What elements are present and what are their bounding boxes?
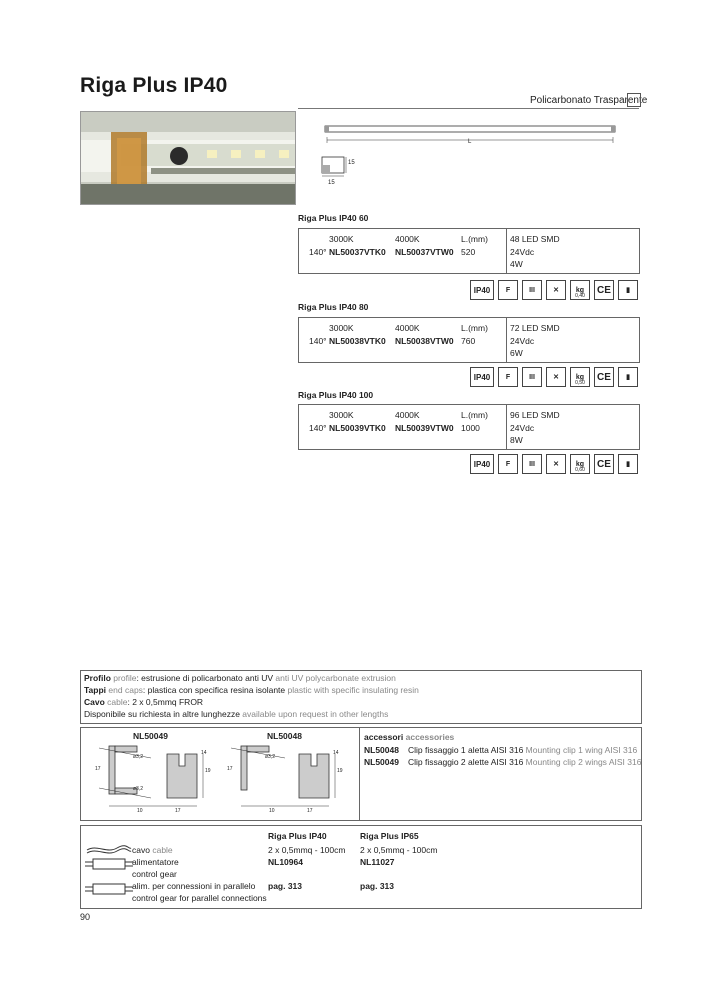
class-iii-icon [522, 280, 542, 300]
accessory-desc: Clip fissaggio 1 aletta AISI 316 Mounting clip 1 wing AISI 316 [408, 745, 638, 755]
spec-voltage: 24Vdc [510, 247, 535, 257]
section-label-60: Riga Plus IP40 60 [298, 213, 369, 223]
dim-hole-3: ø3,2 [265, 754, 276, 760]
spec-power: 4W [510, 259, 523, 269]
material-info-box [80, 670, 642, 724]
control-gear-icon [85, 857, 133, 871]
row-parallel-ip65: pag. 313 [360, 881, 395, 891]
col-length: L.(mm) [461, 323, 488, 333]
dim-17-d: 17 [227, 766, 233, 772]
table-divider [506, 405, 507, 449]
cert-icons-100 [470, 454, 638, 474]
col-head-ip40: Riga Plus IP40 [268, 831, 327, 841]
page-title: Riga Plus IP40 [80, 74, 228, 97]
led-strip-icon: ▮ [618, 454, 638, 474]
led-strip-icon: ▮ [618, 367, 638, 387]
dim-19-b: 19 [337, 768, 343, 774]
row-gear-label: alimentatore [132, 857, 179, 867]
info-line-lengths: Disponibile su richiesta in altre lunghezze available upon request in other lengths [84, 709, 389, 719]
table-divider [506, 229, 507, 273]
length-value: 520 [461, 247, 476, 257]
accessories-divider [359, 728, 360, 820]
spec-led: 72 LED SMD [510, 323, 560, 333]
code-3000k: NL50039VTK0 [329, 423, 386, 433]
beam-angle: 140° [309, 423, 327, 433]
cable-icon [85, 842, 133, 856]
f-mark-label: F [505, 286, 511, 294]
header-rule [298, 108, 639, 109]
code-4000k: NL50038VTW0 [395, 336, 454, 346]
weight-icon: kg 0,60 [570, 454, 590, 474]
weight-icon: kg 0,40 [570, 280, 590, 300]
spec-voltage: 24Vdc [510, 423, 535, 433]
col-3000k: 3000K [329, 410, 354, 420]
f-mark-label: F [505, 460, 511, 468]
weight-icon: kg 0,50 [570, 367, 590, 387]
col-length: L.(mm) [461, 234, 488, 244]
ip40-icon: IP40 [470, 280, 494, 300]
cert-icons-80 [470, 367, 638, 387]
dim-width-label: 15 [328, 180, 335, 186]
row-parallel-label: alim. per connessioni in parallelo [132, 881, 256, 891]
cert-icons-60 [470, 280, 638, 300]
col-3000k: 3000K [329, 234, 354, 244]
dim-14-b: 14 [333, 750, 339, 756]
class-iii-label: III [529, 460, 535, 468]
col-4000k: 4000K [395, 410, 420, 420]
dim-17-a: 17 [95, 766, 101, 772]
col-4000k: 4000K [395, 323, 420, 333]
section-label-80: Riga Plus IP40 80 [298, 302, 369, 312]
spec-table-60 [298, 228, 640, 274]
profile-drawing [298, 110, 639, 202]
col-4000k: 4000K [395, 234, 420, 244]
row-cable-ip65: 2 x 0,5mmq - 100cm [360, 845, 438, 855]
spec-table-100 [298, 404, 640, 450]
dim-17-c: 17 [307, 808, 313, 814]
components-box [80, 825, 642, 909]
page-number: 90 [80, 912, 91, 922]
dim-hole-1: ø3,2 [133, 754, 144, 760]
product-photo [80, 111, 296, 205]
ce-mark-icon: CE [594, 280, 614, 300]
weee-bin-icon: ✕ [546, 280, 566, 300]
dim-hole-2: ø3,2 [133, 786, 144, 792]
accessories-box [80, 727, 642, 821]
row-cable-label: cavo cable [132, 845, 173, 855]
accessory-desc: Clip fissaggio 2 alette AISI 316 Mounting clip 2 wings AISI 316 [408, 757, 642, 767]
accessories-heading: accessori accessories [364, 732, 455, 742]
drawing-label-nl50049: NL50049 [133, 731, 168, 741]
spec-table-80 [298, 317, 640, 363]
info-line-profile: Profilo profile: estrusione di policarbonato anti UV anti UV polycarbonate extrusion [84, 673, 396, 683]
code-3000k: NL50037VTK0 [329, 247, 386, 257]
spec-voltage: 24Vdc [510, 336, 535, 346]
f-mark-label: F [505, 373, 511, 381]
ce-mark-icon: CE [594, 454, 614, 474]
ce-mark-icon: CE [594, 367, 614, 387]
class-iii-label: III [529, 373, 535, 381]
beam-angle: 140° [309, 247, 327, 257]
row-gear-ip65: NL11027 [360, 857, 395, 867]
dim-length-label: L [468, 139, 472, 145]
info-line-endcaps: Tappi end caps: plastica con specifica resina isolante plastic with specific insulating resin [84, 685, 419, 695]
row-gear-ip40: NL10964 [268, 857, 303, 867]
col-3000k: 3000K [329, 323, 354, 333]
accessory-code: NL50049 [364, 757, 399, 767]
class-iii-icon [522, 454, 542, 474]
led-strip-icon: ▮ [618, 280, 638, 300]
weee-bin-icon: ✕ [546, 454, 566, 474]
clip-drawings [81, 740, 359, 820]
beam-angle: 140° [309, 336, 327, 346]
row-parallel-ip40: pag. 313 [268, 881, 303, 891]
dim-14-a: 14 [201, 750, 207, 756]
class-iii-icon [522, 367, 542, 387]
col-length: L.(mm) [461, 410, 488, 420]
class-iii-label: III [529, 286, 535, 294]
material-label: Policarbonato Trasparente [530, 95, 648, 106]
col-head-ip65: Riga Plus IP65 [360, 831, 419, 841]
length-value: 760 [461, 336, 476, 346]
spec-led: 96 LED SMD [510, 410, 560, 420]
weight-value: 0,40 [575, 293, 585, 299]
code-4000k: NL50039VTW0 [395, 423, 454, 433]
dim-17-b: 17 [175, 808, 181, 814]
accessory-code: NL50048 [364, 745, 399, 755]
row-gear-label-en: control gear [132, 869, 177, 879]
spec-led: 48 LED SMD [510, 234, 560, 244]
table-divider [506, 318, 507, 362]
f-mark-icon [498, 367, 518, 387]
f-mark-icon [498, 454, 518, 474]
weight-value: 0,60 [575, 467, 585, 473]
ip40-icon: IP40 [470, 454, 494, 474]
dim-10-a: 10 [137, 808, 143, 814]
ip40-icon: IP40 [470, 367, 494, 387]
row-parallel-label-en: control gear for parallel connections [132, 893, 267, 903]
info-line-cable: Cavo cable: 2 x 0,5mmq FROR [84, 697, 204, 707]
weight-value: 0,50 [575, 380, 585, 386]
length-value: 1000 [461, 423, 480, 433]
drawing-label-nl50048: NL50048 [267, 731, 302, 741]
parallel-gear-icon [85, 882, 133, 896]
code-3000k: NL50038VTK0 [329, 336, 386, 346]
code-4000k: NL50037VTW0 [395, 247, 454, 257]
spec-power: 6W [510, 348, 523, 358]
spec-power: 8W [510, 435, 523, 445]
material-swatch [627, 93, 641, 107]
dim-19-a: 19 [205, 768, 211, 774]
weee-bin-icon: ✕ [546, 367, 566, 387]
f-mark-icon [498, 280, 518, 300]
dim-10-b: 10 [269, 808, 275, 814]
dim-height-label: 15 [348, 160, 355, 166]
row-cable-ip40: 2 x 0,5mmq - 100cm [268, 845, 346, 855]
section-label-100: Riga Plus IP40 100 [298, 390, 374, 400]
